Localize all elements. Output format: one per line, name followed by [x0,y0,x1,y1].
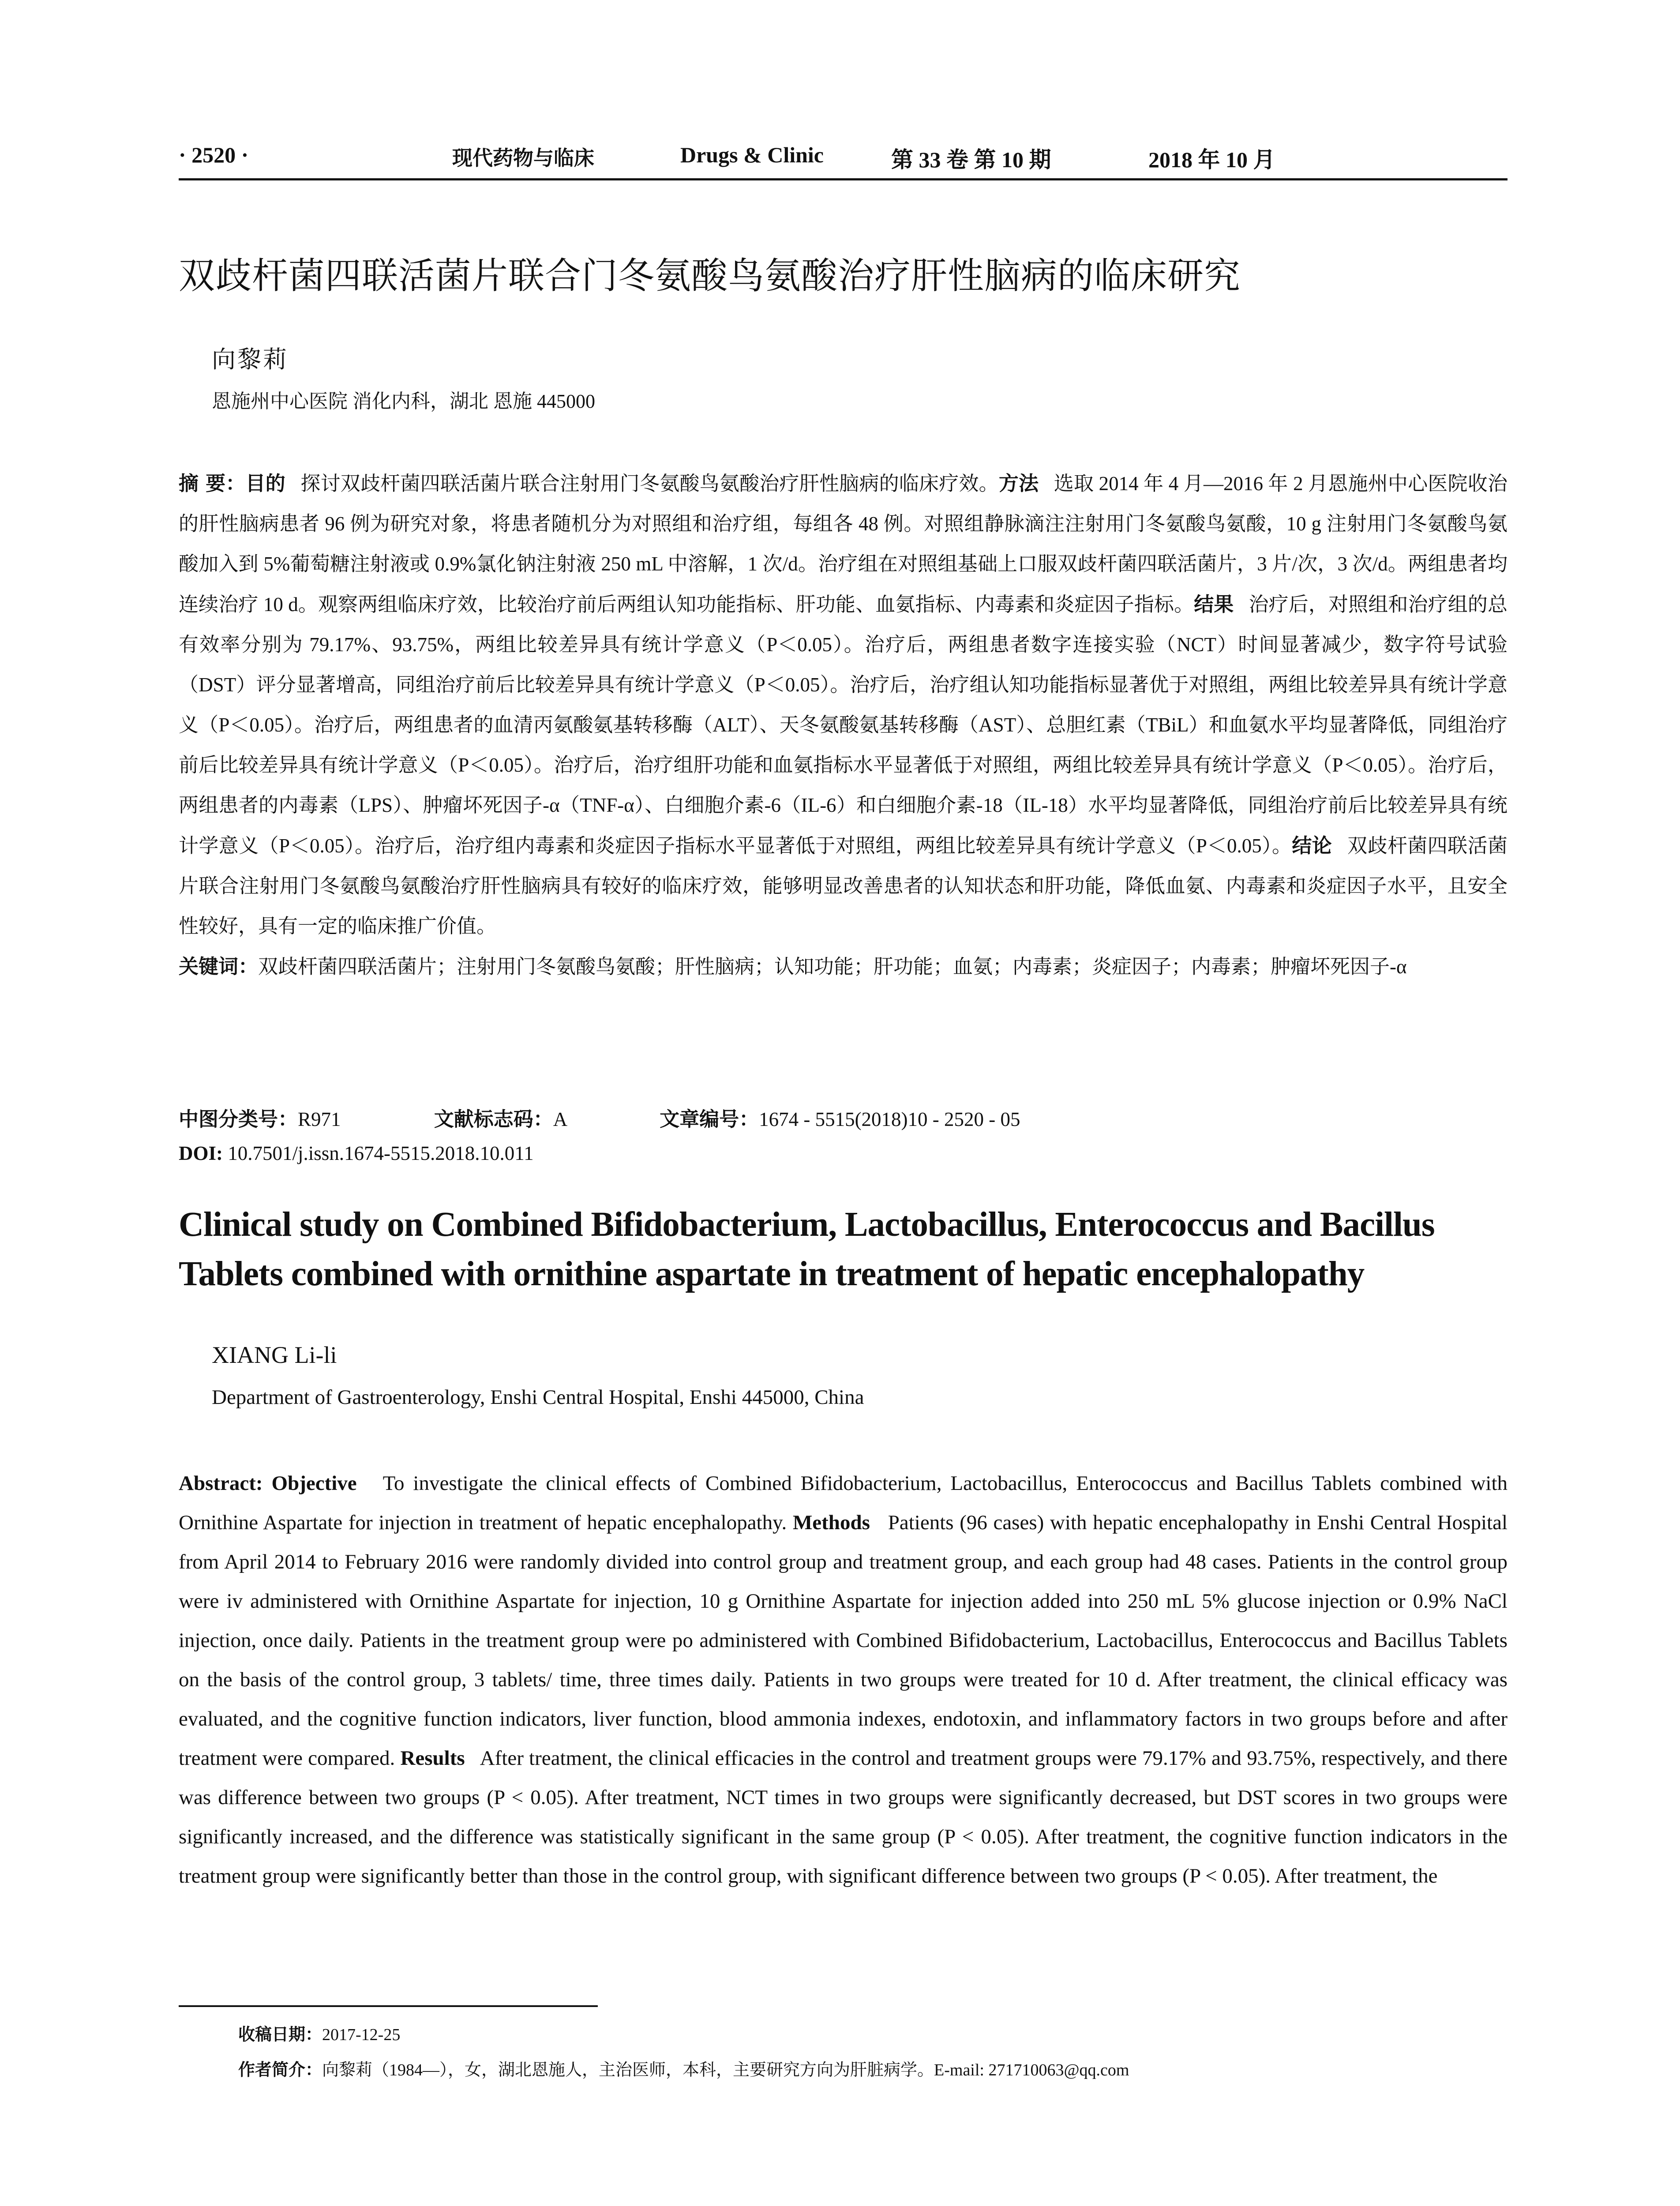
title-en [179,1200,1511,1299]
running-header [179,142,1502,177]
objective-label-cn: 目的 [245,472,285,495]
received-label: 收稿日期： [238,2025,322,2044]
keywords-label-cn: 关键词： [179,955,259,978]
author-bio [238,2056,1129,2080]
methods-label-cn: 方法 [998,472,1039,495]
journal-name-cn: 现代药物与临床 [452,146,594,170]
doi-label: DOI: [179,1142,223,1164]
objective-text-cn: 探讨双歧杆菌四联活菌片联合注射用门冬氨酸鸟氨酸治疗肝性脑病的临床疗效。 [300,473,999,495]
article-no-value: 1674 - 5515(2018)10 - 2520 - 05 [759,1108,1020,1130]
article-no-label: 文章编号： [660,1107,759,1131]
header-rule [179,178,1508,180]
footnote-rule [179,2005,598,2007]
abstract-en [179,1464,1508,1896]
objective-label-en: Objective [271,1472,357,1495]
clc-label: 中图分类号： [179,1107,298,1131]
page-number: · 2520 · [179,143,249,167]
doc-code-value: A [553,1108,566,1130]
journal-name-en: Drugs & Clinic [680,143,824,167]
abstract-label-en: Abstract: [179,1472,263,1495]
methods-text-en: Patients (96 cases) with hepatic encephalopathy in Enshi Central Hospital from April 2014 to February 2016 were randomly divided into control group and treatment group, and each group had 48 cases. Patients in the control group were iv administered with Ornithine Aspartate for injection, 10 g Ornithine Aspartate for injection added into 250 mL 5% glucose injection or 0.9% NaCl injection, once daily. Patients in the treatment group were po administered with Combined Bifidobacterium, Lactobacillus, Enterococcus and Bacillus Tablets on the basis of the control group, 3 tablets/ time, three times daily. Patients in two groups were treated for 10 d. After treatment, the clinical efficacy was evaluated, and the cognitive function indicators, liver function, blood ammonia indexes, endotoxin, and inflammatory factors in two groups before and after treatment were compared. [179,1511,1508,1770]
bio-label: 作者简介： [238,2060,322,2079]
title-en-line-1: Clinical study on Combined Bifidobacterium, Lactobacillus, Enterococcus and Bacillus [179,1205,1435,1244]
author-cn: 向黎莉 [212,346,289,373]
results-text-en: After treatment, the clinical efficacies in the control and treatment groups were 79.17% and 93.75%, respectively, and there was difference between two groups (P < 0.05). After treatment, NCT times in two groups were significantly decreased, but DST scores in two groups were significantly increased, and the difference was statistically significant in the same group (P < 0.05). After treatment, the cognitive function indicators in the treatment group were significantly better than those in the control group, with significant difference between two groups (P < 0.05). After treatment, the [179,1747,1508,1887]
methods-label-en: Methods [792,1511,870,1534]
title-en-line-2: Tablets combined with ornithine aspartate in treatment of hepatic encephalopathy [179,1255,1365,1293]
affiliation-cn: 恩施州中心医院 消化内科，湖北 恩施 445000 [212,390,595,412]
doc-code-label: 文献标志码： [434,1107,553,1131]
conclusion-label-cn: 结论 [1292,834,1332,857]
volume-issue: 第 33 卷 第 10 期 [891,147,1051,172]
doi-value: 10.7501/j.issn.1674-5515.2018.10.011 [228,1142,534,1164]
title-cn: 双歧杆菌四联活菌片联合门冬氨酸鸟氨酸治疗肝性脑病的临床研究 [179,255,1241,297]
objective-text-en: To investigate the clinical effects of Combined Bifidobacterium, Lactobacillus, Enterococcus and Bacillus Tablets combined with Ornithine Aspartate for injection in treatment of hepatic encephalopathy. [179,1472,1508,1534]
issue-date: 2018 年 10 月 [1148,147,1275,172]
results-label-en: Results [400,1747,465,1770]
keywords-text-cn: 双歧杆菌四联活菌片；注射用门冬氨酸鸟氨酸；肝性脑病；认知功能；肝功能；血氨；内毒素；炎症因子；内毒素；肿瘤坏死因子-α [258,956,1407,978]
affiliation-en: Department of Gastroenterology, Enshi Central Hospital, Enshi 445000, China [212,1386,864,1409]
bio-value: 向黎莉（1984—），女，湖北恩施人，主治医师，本科，主要研究方向为肝脏病学。E-mail: 271710063@qq.com [322,2061,1129,2079]
methods-text-cn: 选取 2014 年 4 月—2016 年 2 月恩施州中心医院收治的肝性脑病患者 96 例为研究对象，将患者随机分为对照组和治疗组，每组各 48 例。对照组静脉滴注注射用门冬氨酸鸟氨酸，10 g 注射用门冬氨酸鸟氨酸加入到 5%葡萄糖注射液或 0.9%氯化钠注射液 250 mL 中溶解，1 次/d。治疗组在对照组基础上口服双歧杆菌四联活菌片，3 片/次，3 次/d。两组患者均连续治疗 10 d。观察两组临床疗效，比较治疗前后两组认知功能指标、肝功能、血氨指标、内毒素和炎症因子指标。 [179,473,1508,615]
results-label-cn: 结果 [1194,593,1234,616]
results-text-cn: 治疗后，对照组和治疗组的总有效率分别为 79.17%、93.75%，两组比较差异具有统计学意义（P＜0.05）。治疗后，两组患者数字连接实验（NCT）时间显著减少，数字符号试验（DST）评分显著增高，同组治疗前后比较差异具有统计学意义（P＜0.05）。治疗后，治疗组认知功能指标显著优于对照组，两组比较差异具有统计学意义（P＜0.05）。治疗后，两组患者的血清丙氨酸氨基转移酶（ALT）、天冬氨酸氨基转移酶（AST）、总胆红素（TBiL）和血氨水平均显著降低，同组治疗前后比较差异具有统计学意义（P＜0.05）。治疗后，治疗组肝功能和血氨指标水平显著低于对照组，两组比较差异具有统计学意义（P＜0.05）。治疗后，两组患者的内毒素（LPS）、肿瘤坏死因子-α（TNF-α）、白细胞介素-6（IL-6）和白细胞介素-18（IL-18）水平均显著降低，同组治疗前后比较差异具有统计学意义（P＜0.05）。治疗后，治疗组内毒素和炎症因子指标水平显著低于对照组，两组比较差异具有统计学意义（P＜0.05）。 [179,593,1508,857]
conclusion-text-cn: 双歧杆菌四联活菌片联合注射用门冬氨酸鸟氨酸治疗肝性脑病具有较好的临床疗效，能够明显改善患者的认知状态和肝功能，降低血氨、内毒素和炎症因子水平，且安全性较好，具有一定的临床推广价值。 [179,835,1508,937]
abstract-cn [179,463,1508,987]
classification-line [179,1103,1020,1132]
received-value: 2017-12-25 [322,2026,401,2044]
clc-value: R971 [298,1108,341,1130]
received-date [238,2021,400,2045]
author-en: XIANG Li-li [212,1342,337,1368]
abstract-label-cn: 摘 要： [179,472,246,495]
doi-line [179,1142,534,1165]
